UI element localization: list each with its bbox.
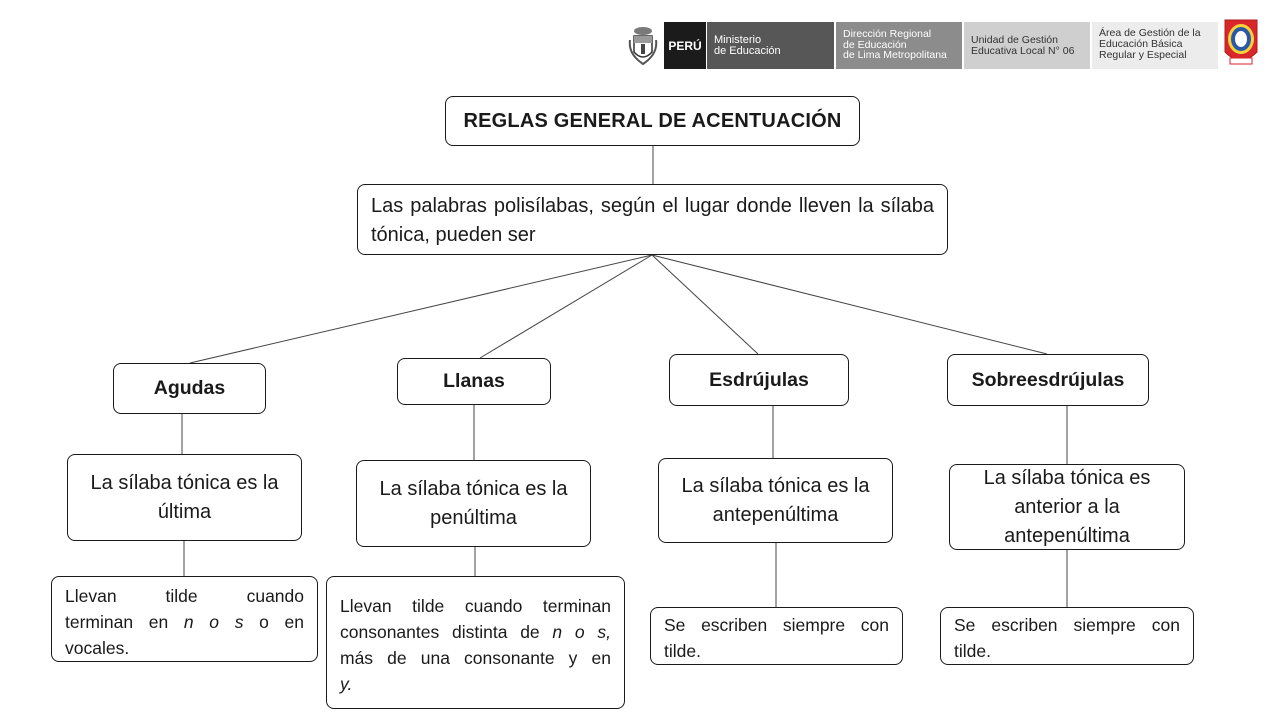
ugel-label: Unidad de Gestión Educativa Local N° 06 <box>964 22 1090 69</box>
rule-agudas: La sílaba tónica es la última <box>67 454 302 541</box>
intro-text-box: Las palabras polisílabas, según el lugar donde lleven la sílaba tónica, pueden ser <box>357 184 948 255</box>
rule-sobreesdrujulas: La sílaba tónica es anterior a la antepenúltima <box>949 464 1185 550</box>
tilde-agudas: Llevan tilde cuando terminan en n o s o en vocales. <box>51 576 318 662</box>
tilde-sobreesdrujulas: Se escriben siempre con tilde. <box>940 607 1194 665</box>
type-agudas: Agudas <box>113 363 266 414</box>
rule-esdrujulas: La sílaba tónica es la antepenúltima <box>658 458 893 543</box>
tilde-esdrujulas: Se escriben siempre con tilde. <box>650 607 903 665</box>
type-esdrujulas: Esdrújulas <box>669 354 849 406</box>
rule-llanas: La sílaba tónica es la penúltima <box>356 460 591 547</box>
area-gestion-label: Área de Gestión de la Educación Básica Regular y Especial <box>1092 22 1218 69</box>
dre-label: Dirección Regional de Educación de Lima Metropolitana <box>836 22 962 69</box>
type-llanas: Llanas <box>397 358 551 405</box>
ministerio-label: Ministerio de Educación <box>707 22 834 69</box>
diagram-title: REGLAS GENERAL DE ACENTUACIÓN <box>445 96 860 146</box>
type-sobreesdrujulas: Sobreesdrújulas <box>947 354 1149 406</box>
tilde-llanas: Llevan tilde cuando terminan consonantes distinta de n o s, más de una consonante y en y. <box>326 576 625 709</box>
peru-label: PERÚ <box>664 22 706 69</box>
